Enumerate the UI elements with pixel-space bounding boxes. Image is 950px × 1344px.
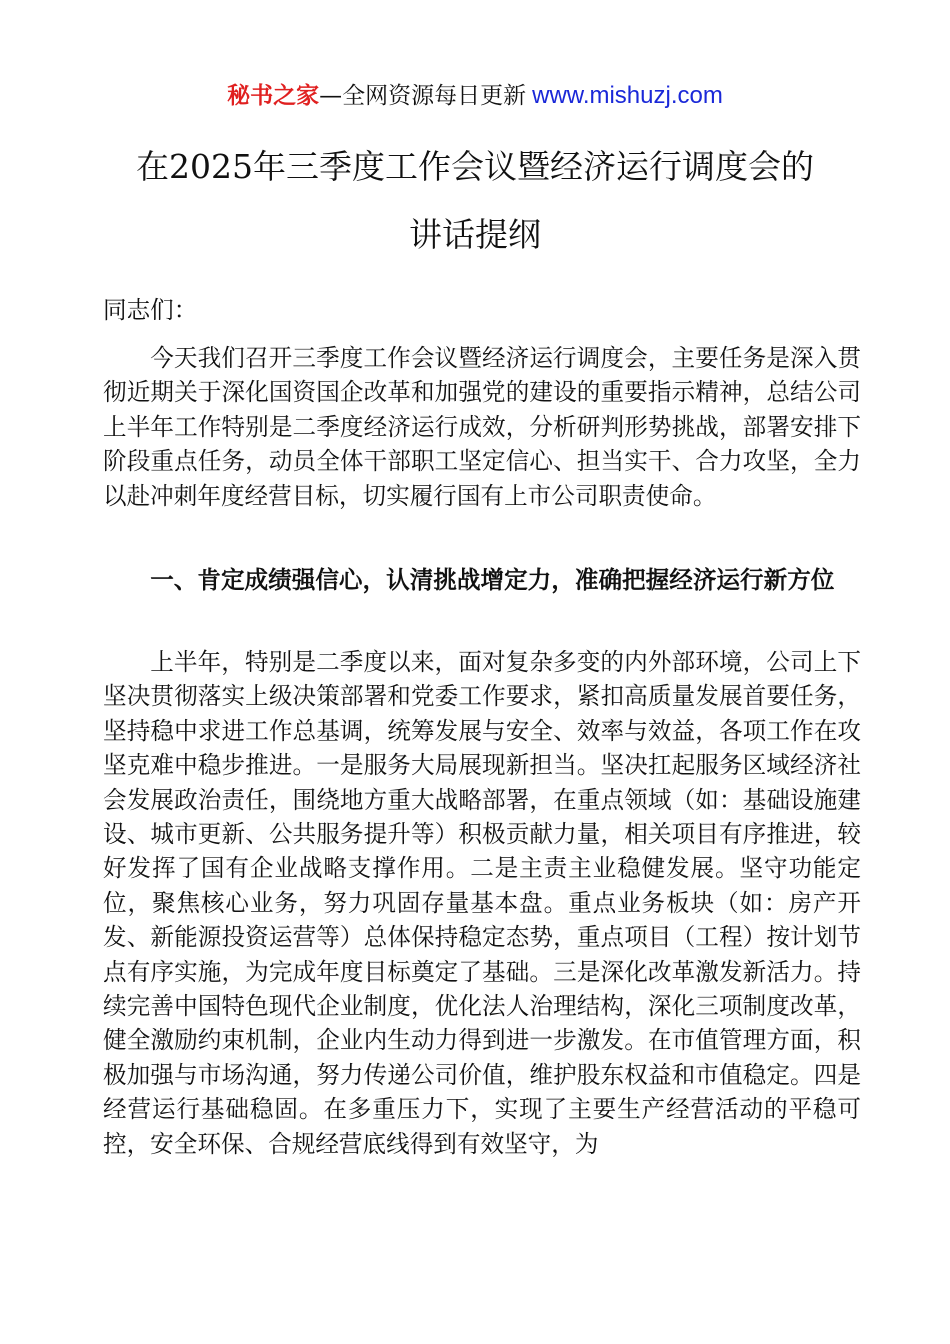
- section-heading-1: 一、肯定成绩强信心，认清挑战增定力，准确把握经济运行新方位: [150, 566, 835, 594]
- document-title-line-1: 在2025年三季度工作会议暨经济运行调度会的: [136, 147, 814, 186]
- intro-paragraph: 今天我们召开三季度工作会议暨经济运行调度会，主要任务是深入贯彻近期关于深化国资国企改革和加强党的建设的重要指示精神，总结公司上半年工作特别是二季度经济运行成效，分析研判形势挑战，部署安排下阶段重点任务，动员全体干部职工坚定信心、担当实干、合力攻坚，全力以赴冲刺年度经营目标，切实履行国有上市公司职责使命。: [103, 344, 861, 510]
- site-url-link[interactable]: www.mishuzj.com: [532, 82, 723, 109]
- salutation: 同志们：: [103, 296, 198, 324]
- site-header: [0, 80, 950, 112]
- section-1-paragraph: 上半年，特别是二季度以来，面对复杂多变的内外部环境，公司上下坚决贯彻落实上级决策部署和党委工作要求，紧扣高质量发展首要任务，坚持稳中求进工作总基调，统筹发展与安全、效率与效益，各项工作在攻坚克难中稳步推进。一是服务大局展现新担当。坚决扛起服务区域经济社会发展政治责任，围绕地方重大战略部署，在重点领域（如：基础设施建设、城市更新、公共服务提升等）积极贡献力量，相关项目有序推进，较好发挥了国有企业战略支撑作用。二是主责主业稳健发展。坚守功能定位，聚焦核心业务，努力巩固存量基本盘。重点业务板块（如：房产开发、新能源投资运营等）总体保持稳定态势，重点项目（工程）按计划节点有序实施，为完成年度目标奠定了基础。三是深化改革激发新活力。持续完善中国特色现代企业制度，优化法人治理结构，深化三项制度改革，健全激励约束机制，企业内生动力得到进一步激发。在市值管理方面，积极加强与市场沟通，努力传递公司价值，维护股东权益和市值稳定。四是经营运行基础稳固。在多重压力下，实现了主要生产经营活动的平稳可控，安全环保、合规经营底线得到有效坚守，为: [103, 648, 861, 1158]
- header-tagline: —全网资源每日更新: [319, 83, 527, 109]
- brand-name: 秘书之家: [227, 83, 320, 109]
- document-title-line-2: 讲话提纲: [409, 215, 541, 254]
